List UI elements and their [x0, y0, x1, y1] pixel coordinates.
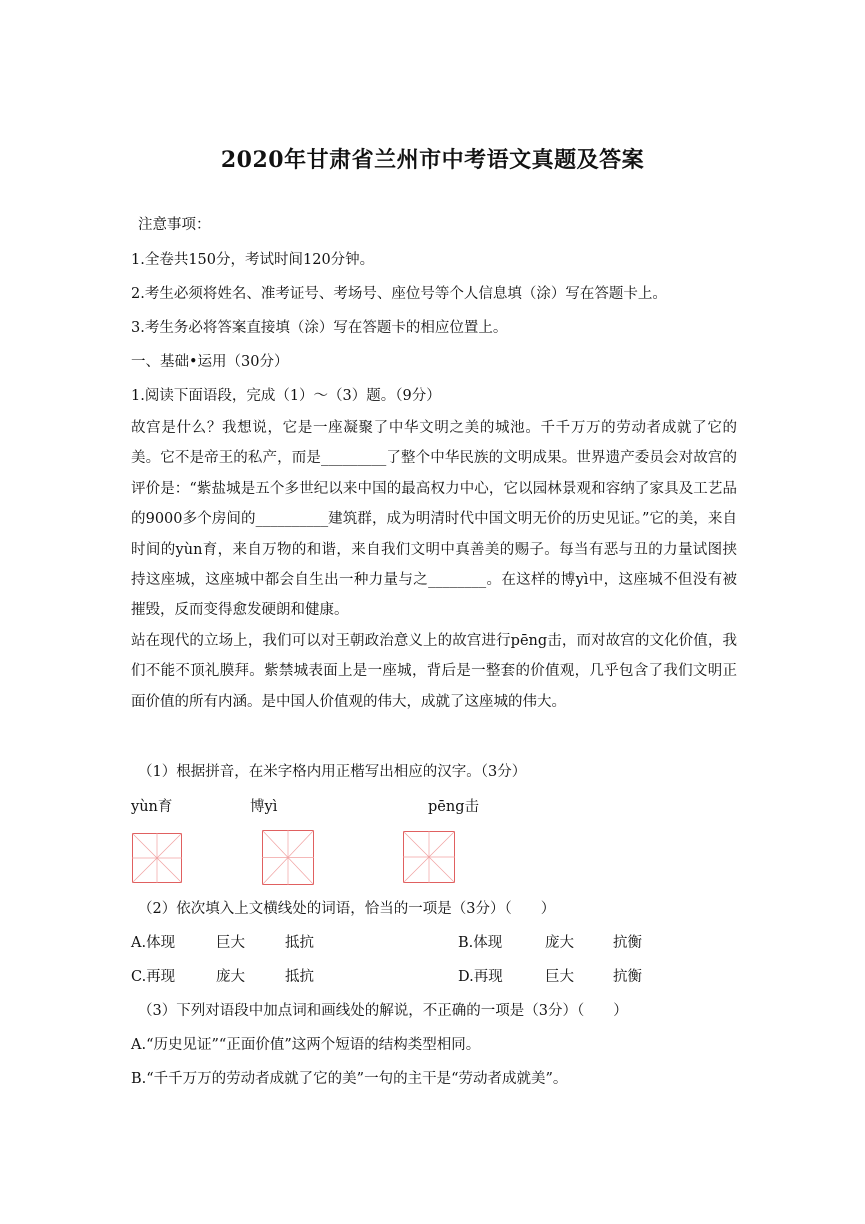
- section-heading: 一、基础•运用（30分）: [131, 354, 289, 370]
- pinyin-1: yùn育: [131, 799, 173, 815]
- option3-a: A.“历史见证”“正面价值”这两个短语的结构类型相同。: [131, 1037, 481, 1053]
- option-c-2: 庞大: [216, 969, 245, 985]
- option-b-3: 抗衡: [613, 935, 642, 951]
- option-a-3: 抵抗: [285, 935, 314, 951]
- option-d-1: D.再现: [458, 969, 503, 985]
- subquestion-1: （1）根据拼音，在米字格内用正楷写出相应的汉字。（3分）: [138, 764, 527, 780]
- pinyin-2: 博yì: [250, 799, 278, 815]
- passage: [131, 413, 737, 717]
- mizi-grid-3[interactable]: [403, 831, 455, 883]
- option-a-2: 巨大: [216, 935, 245, 951]
- note-item-2: 2.考生必须将姓名、准考证号、考场号、座位号等个人信息填（涂）写在答题卡上。: [131, 286, 667, 302]
- subquestion-3: （3）下列对语段中加点词和画线处的解说，不正确的一项是（3分）（ ）: [138, 1003, 628, 1019]
- question-1: 1.阅读下面语段，完成（1）～（3）题。（9分）: [131, 388, 441, 404]
- option-c-3: 抵抗: [285, 969, 314, 985]
- option-b-1: B.体现: [458, 935, 503, 951]
- option-d-3: 抗衡: [613, 969, 642, 985]
- passage-paragraph-2: 站在现代的立场上，我们可以对王朝政治意义上的故宫进行pēng击，而对故宫的文化价值，我们不能不顶礼膜拜。紫禁城表面上是一座城，背后是一整套的价值观，几乎包含了我们文明正面价值的所有内涵。是中国人价值观的伟大，成就了这座城的伟大。: [131, 632, 737, 710]
- notes-heading: 注意事项：: [138, 217, 211, 233]
- option3-b: B.“千千万万的劳动者成就了它的美”一句的主干是“劳动者成就美”。: [131, 1071, 568, 1087]
- note-item-3: 3.考生务必将答案直接填（涂）写在答题卡的相应位置上。: [131, 320, 508, 336]
- subquestion-2: （2）依次填入上文横线处的词语，恰当的一项是（3分）（ ）: [138, 901, 556, 917]
- mizi-grid-2[interactable]: [262, 830, 314, 885]
- option-c-1: C.再现: [131, 969, 176, 985]
- note-item-1: 1.全卷共150分，考试时间120分钟。: [131, 252, 375, 268]
- option-d-2: 巨大: [545, 969, 574, 985]
- option-b-2: 庞大: [545, 935, 574, 951]
- mizi-grid-1[interactable]: [132, 833, 182, 883]
- passage-paragraph-1: 故宫是什么？我想说，它是一座凝聚了中华文明之美的城池。千千万万的劳动者成就了它的美。它不是帝王的私产，而是_________了整个中华民族的文明成果。世界遗产委员会对故宫的评价是：“紫盐城是五个多世纪以来中国的最高权力中心，它以园林景观和容纳了家具及工艺品的9000多个房间的__________建筑群，成为明清时代中国文明无价的历史见证。”它的美，来自时间的yùn育，来自万物的和谐，来自我们文明中真善美的赐子。每当有恶与丑的力量试图挟持这座城，这座城中都会自生出一种力量与之________。在这样的博yì中，这座城不但没有被摧毁，反而变得愈发硬朗和健康。: [131, 420, 737, 619]
- pinyin-3: pēng击: [428, 799, 479, 815]
- page-title: 2020年甘肃省兰州市中考语文真题及答案: [220, 147, 645, 173]
- option-a-1: A.体现: [131, 935, 176, 951]
